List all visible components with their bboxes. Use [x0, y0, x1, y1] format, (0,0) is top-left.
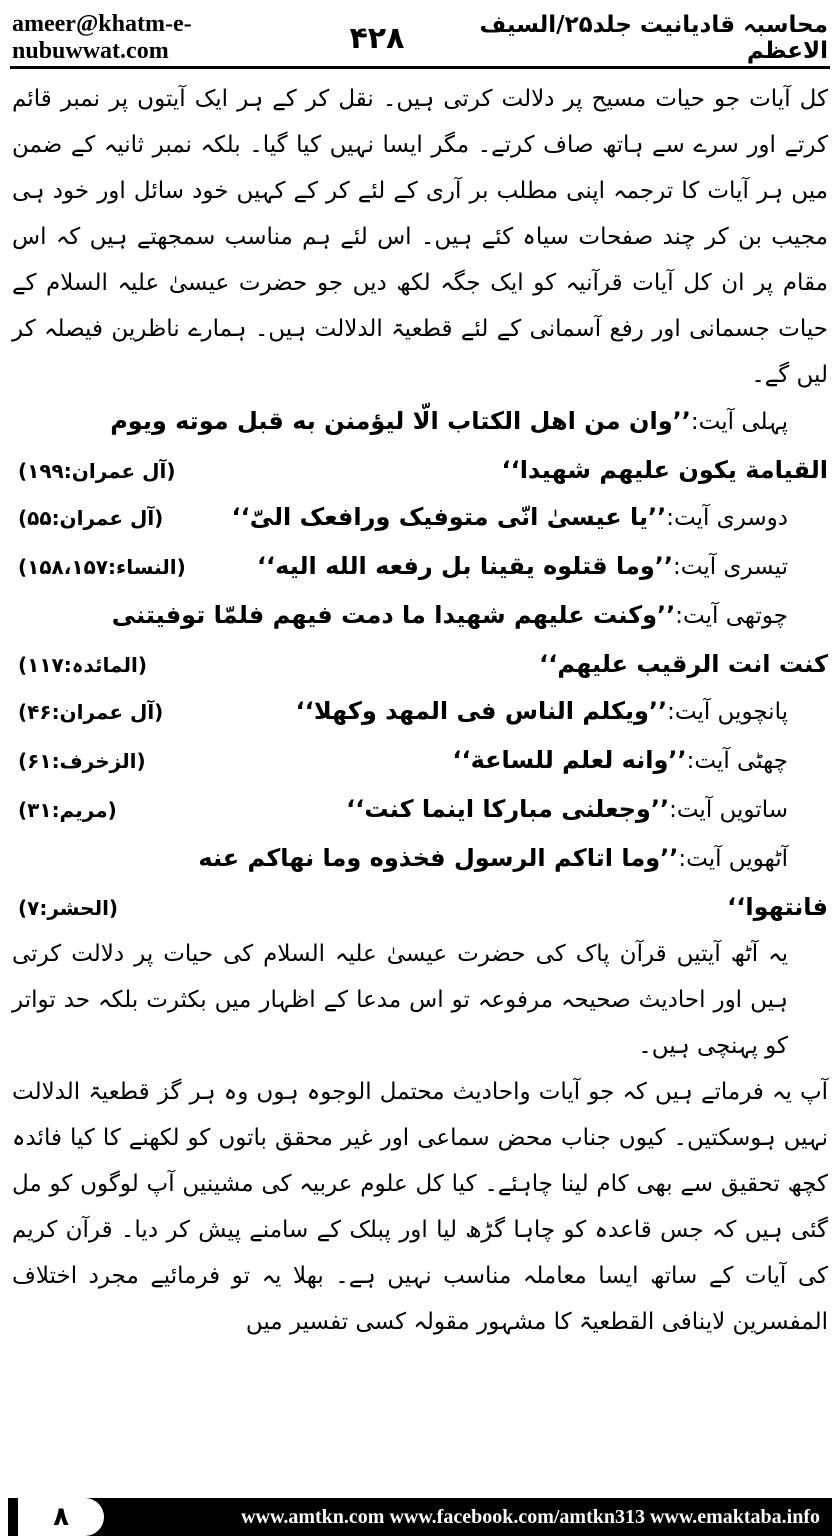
- verse-text: ’’وجعلنی مبارکا اینما کنت‘‘: [346, 795, 670, 823]
- page-footer: [8, 1498, 832, 1536]
- verse-label: آٹھویں آیت:: [678, 846, 788, 872]
- verse-item: [12, 737, 828, 786]
- verse-label: پانچویں آیت:: [667, 699, 788, 725]
- verse-reference: (المائدہ:۱۱۷): [18, 653, 147, 677]
- verse-label: چوتھی آیت:: [675, 603, 788, 629]
- verse-label: تیسری آیت:: [673, 554, 788, 580]
- verse-reference: (آل عمران:۵۵): [18, 506, 164, 530]
- verse-item: [12, 688, 828, 737]
- footer-links[interactable]: www.amtkn.com www.facebook.com/amtkn313 www.emaktaba.info: [241, 1505, 820, 1528]
- verse-reference: (مریم:۳۱): [18, 798, 117, 822]
- verse-reference: (آل عمران:۴۶): [18, 700, 164, 724]
- intro-paragraph: کل آیات جو حیات مسیح پر دلالت کرتی ہیں۔ نقل کر کے ہر ایک آیتوں پر نمبر قائم کرتے اور سرے سے ہاتھ صاف کرتے۔ مگر ایسا نہیں کیا گیا۔ بلکہ نمبر ثانیہ کے ضمن میں ہر آیات کا ترجمہ اپنی مطلب بر آری کے لئے کر کے کہیں خود سائل اور خود ہی مجیب بن کر چند صفحات سیاہ کئے ہیں۔ اس لئے ہم مناسب سمجھتے ہیں کہ اس مقام پر ان کل آیات قرآنیہ کو ایک جگہ لکھ دیں جو حضرت عیسیٰ علیہ السلام کے حیات جسمانی اور رفع آسمانی کے لئے قطعیۃ الدلالت ہیں۔ ہمارے ناظرین فیصلہ کر لیں گے۔: [12, 86, 828, 388]
- verse-item: [12, 835, 828, 931]
- verse-label: چھٹی آیت:: [686, 748, 788, 774]
- verse-item: [12, 494, 828, 543]
- verse-item: [12, 543, 828, 592]
- page-header: [8, 8, 832, 68]
- header-email[interactable]: ameer@khatm-e-nubuwwat.com: [12, 11, 192, 64]
- verse-reference: (آل عمران:۱۹۹): [18, 459, 176, 483]
- verse-text: ’’یا عیسیٰ انّی متوفیک ورافعک الیّ‘‘: [231, 503, 667, 531]
- verse-continuation: فانتهوا‘‘: [727, 893, 828, 921]
- verse-text: ’’وانه لعلم للساعة‘‘: [452, 746, 687, 774]
- argument-paragraph: آپ یہ فرماتے ہیں کہ جو آیات واحادیث محتمل الوجوہ ہوں وہ ہر گز قطعیۃ الدلالت نہیں ہوسکتیں۔ کیوں جناب محض سماعی اور غیر محقق باتوں کو لکھنے کا کیا فائدہ کچھ تحقیق سے بھی کام لینا چاہئے۔ کیا کل علوم عربیہ کی مشینیں آپ لوگوں کو مل گئی ہیں کہ جس قاعدہ کو چاہا گڑھ لیا اور پبلک کے سامنے پیش کر دیا۔ قرآن کریم کی آیات کے ساتھ ایسا معاملہ مناسب نہیں ہے۔ بھلا یہ تو فرمائیے مجرد اختلاف المفسرین لاینافی القطعیۃ کا مشہور مقولہ کسی تفسیر میں: [12, 1079, 828, 1335]
- verse-reference: (النساء:۱۵۸،۱۵۷): [18, 555, 186, 579]
- verse-continuation: کنت انت الرقیب علیهم‘‘: [539, 650, 828, 678]
- page-body: [12, 76, 828, 1496]
- header-divider: [10, 66, 830, 69]
- verse-label: پہلی آیت:: [690, 409, 788, 435]
- verse-text: ’’ویکلم الناس فی المهد وکهلا‘‘: [295, 697, 668, 725]
- verse-reference: (الحشر:۷): [18, 896, 119, 920]
- header-title: محاسبہ قادیانیت جلد۲۵/السیف الاعظم: [479, 12, 828, 64]
- verse-reference: (الزخرف:۶۱): [18, 749, 146, 773]
- verse-text: ’’وان من اهل الکتاب الّا لیؤمنن به قبل موته ویوم: [110, 407, 691, 435]
- verse-text: ’’وما اتاکم الرسول فخذوه وما نهاکم عنه: [198, 844, 679, 872]
- verse-label: ساتویں آیت:: [669, 797, 788, 823]
- verse-text: ’’وما قتلوه یقینا بل رفعه الله الیه‘‘: [256, 552, 673, 580]
- header-page-number: ۴۲۸: [349, 20, 405, 56]
- verse-continuation: القیامة یکون علیهم شهیدا‘‘: [501, 456, 828, 484]
- verse-item: [12, 592, 828, 688]
- verse-text: ’’وکنت علیهم شهیدا ما دمت فیهم فلمّا توفیتنی: [111, 601, 676, 629]
- summary-paragraph: یہ آٹھ آیتیں قرآن پاک کی حضرت عیسیٰ علیہ السلام کی حیات پر دلالت کرتی ہیں اور احادیث صحیحہ مرفوعہ تو اس مدعا کے اظہار میں بکثرت بلکہ حد تواتر کو پہنچی ہیں۔: [12, 941, 788, 1059]
- verse-item: [12, 398, 828, 494]
- footer-page-number: ۸: [18, 1498, 104, 1536]
- verse-item: [12, 786, 828, 835]
- verse-label: دوسری آیت:: [666, 505, 788, 531]
